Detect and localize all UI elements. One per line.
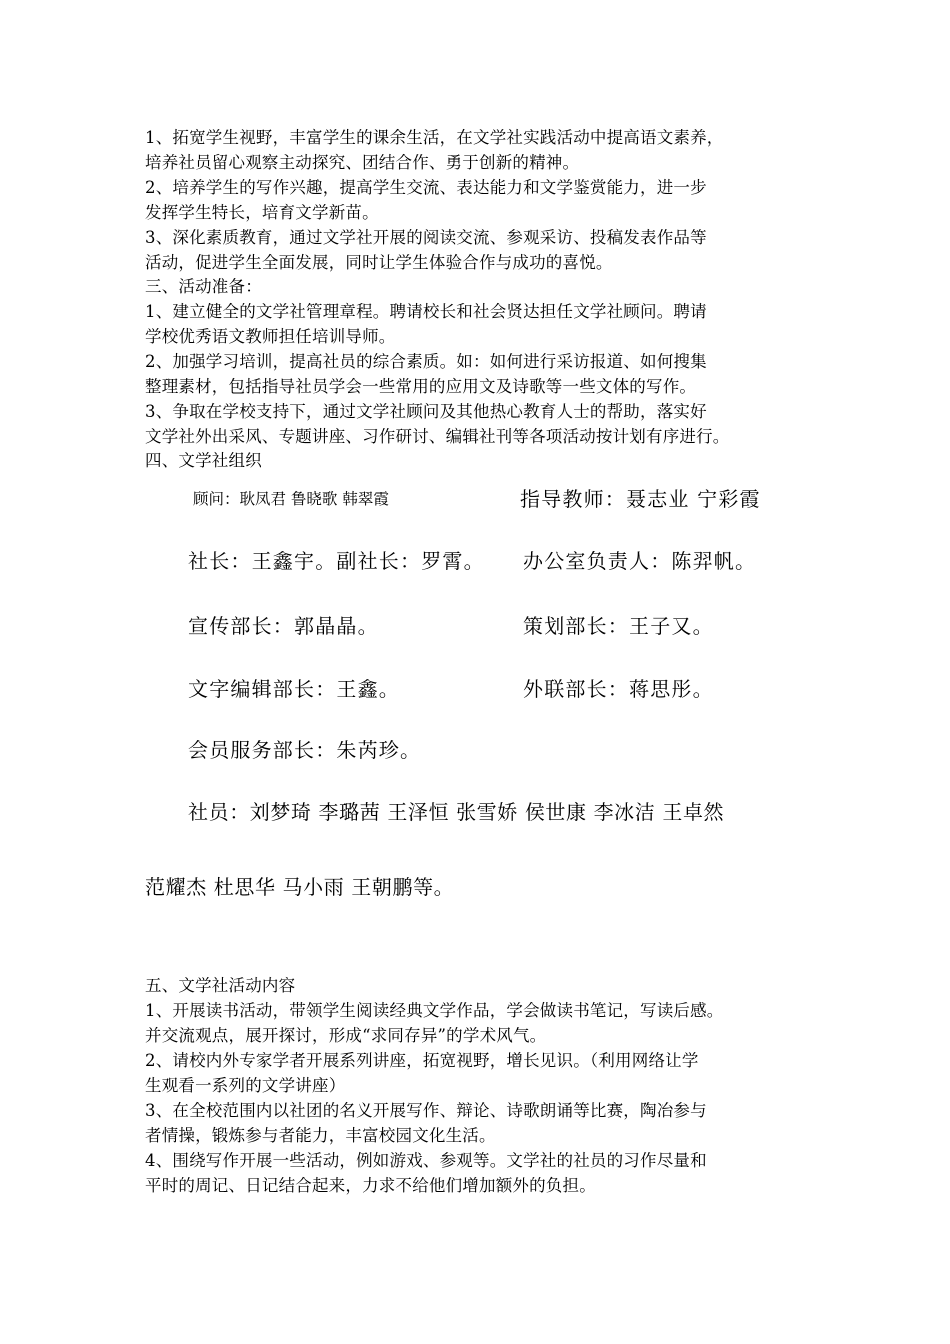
- goal-2-line-1: 2、培养学生的写作兴趣，提高学生交流、表达能力和文学鉴赏能力，进一步: [145, 178, 707, 197]
- section-5-item-2-line-2: 生观看一系列的文学讲座）: [145, 1076, 346, 1095]
- section-3-heading: 三、活动准备：: [145, 277, 262, 296]
- goal-2-line-2: 发挥学生特长，培育文学新苗。: [145, 203, 379, 222]
- section-5-heading: 五、文学社活动内容: [145, 976, 296, 995]
- section-3-item-1-line-2: 学校优秀语文教师担任培训导师。: [145, 327, 396, 346]
- publicity-head: 宣传部长：郭晶晶。: [188, 614, 379, 638]
- instructors: 指导教师：聂志业 宁彩霞: [520, 487, 761, 511]
- goal-3-line-2: 活动，促进学生全面发展，同时让学生体验合作与成功的喜悦。: [145, 253, 613, 272]
- section-4-heading: 四、文学社组织: [145, 451, 262, 470]
- section-5-item-2-line-1: 2、请校内外专家学者开展系列讲座，拓宽视野，增长见识。（利用网络让学: [145, 1051, 699, 1070]
- advisors: 顾问：耿凤君 鲁晓歌 韩翠霞: [193, 490, 389, 508]
- section-3-item-2-line-1: 2、加强学习培训，提高社员的综合素质。如：如何进行采访报道、如何搜集: [145, 352, 707, 371]
- liaison-head: 外联部长：蒋思彤。: [523, 677, 714, 701]
- section-5-item-3-line-2: 者情操，锻炼参与者能力，丰富校园文化生活。: [145, 1126, 496, 1145]
- section-3-item-3-line-2: 文学社外出采风、专题讲座、习作研讨、编辑社刊等各项活动按计划有序进行。: [145, 427, 730, 446]
- section-5-item-1-line-2: 并交流观点，展开探讨，形成“求同存异”的学术风气。: [145, 1026, 547, 1045]
- section-5-item-1-line-1: 1、开展读书活动，带领学生阅读经典文学作品，学会做读书笔记，写读后感。: [145, 1001, 724, 1020]
- editing-head: 文字编辑部长：王鑫。: [188, 677, 400, 701]
- goal-1-line-1: 1、拓宽学生视野，丰富学生的课余生活，在文学社实践活动中提高语文素养，: [145, 128, 724, 147]
- president-vice-president: 社长：王鑫宇。副社长：罗霄。: [188, 549, 485, 573]
- section-5-item-4-line-2: 平时的周记、日记结合起来，力求不给他们增加额外的负担。: [145, 1176, 596, 1195]
- members-line-1: 社员：刘梦琦 李璐茜 王泽恒 张雪娇 侯世康 李冰洁 王卓然: [188, 800, 725, 824]
- member-service-head: 会员服务部长：朱芮珍。: [188, 738, 422, 762]
- office-head: 办公室负责人：陈羿帆。: [523, 549, 757, 573]
- goal-1-line-2: 培养社员留心观察主动探究、团结合作、勇于创新的精神。: [145, 153, 580, 172]
- section-5-item-3-line-1: 3、在全校范围内以社团的名义开展写作、辩论、诗歌朗诵等比赛，陶冶参与: [145, 1101, 707, 1120]
- section-3-item-2-line-2: 整理素材，包括指导社员学会一些常用的应用文及诗歌等一些文体的写作。: [145, 377, 697, 396]
- goal-3-line-1: 3、深化素质教育，通过文学社开展的阅读交流、参观采访、投稿发表作品等: [145, 228, 707, 247]
- members-line-2: 范耀杰 杜思华 马小雨 王朝鹏等。: [145, 875, 455, 899]
- planning-head: 策划部长：王子又。: [523, 614, 714, 638]
- section-3-item-1-line-1: 1、建立健全的文学社管理章程。聘请校长和社会贤达担任文学社顾问。聘请: [145, 302, 707, 321]
- section-5-item-4-line-1: 4、围绕写作开展一些活动，例如游戏、参观等。文学社的社员的习作尽量和: [145, 1151, 707, 1170]
- section-3-item-3-line-1: 3、争取在学校支持下，通过文学社顾问及其他热心教育人士的帮助，落实好: [145, 402, 707, 421]
